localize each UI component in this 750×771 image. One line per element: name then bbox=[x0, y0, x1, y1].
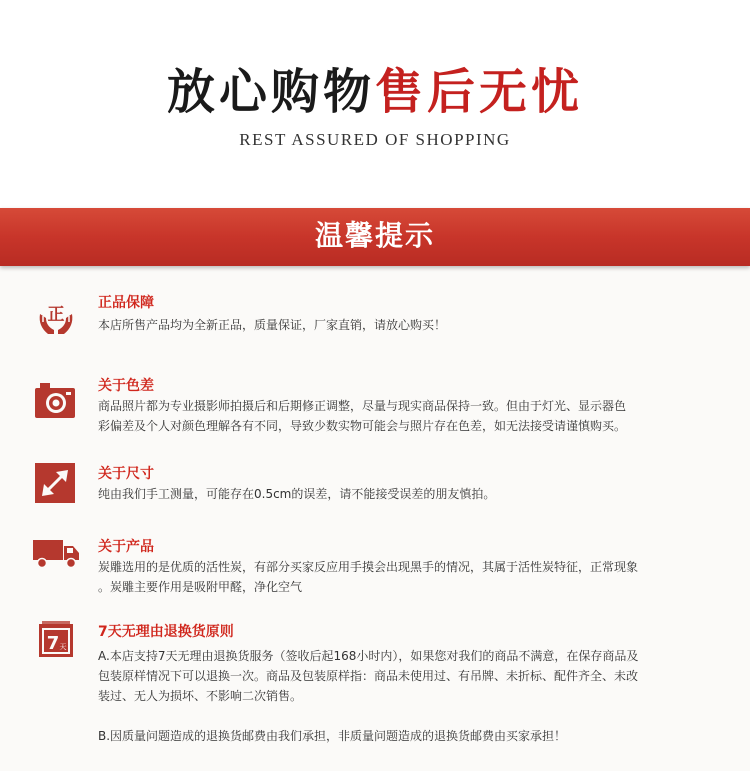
title-dark-part: 放心购物 bbox=[166, 64, 375, 120]
tip-title: 正品保障 bbox=[98, 295, 154, 311]
tip-text bbox=[98, 646, 708, 746]
tips-banner bbox=[0, 208, 750, 266]
delivery-truck-icon bbox=[32, 537, 80, 569]
header-area bbox=[0, 0, 750, 208]
tip-line: 包装原样情况下可以退换一次。商品及包装原样指：商品未使用过、有吊牌、未折标、配件齐全、未改 bbox=[98, 669, 639, 683]
tip-text bbox=[98, 484, 708, 504]
tip-line: 装过、无人为损坏、不影响二次销售。 bbox=[98, 689, 303, 703]
camera-icon bbox=[34, 380, 76, 420]
tip-line: 商品照片都为专业摄影师拍摄后和后期修正调整，尽量与现实商品保持一致。但由于灯光、显示器色 bbox=[98, 399, 627, 413]
tip-line-blank bbox=[98, 706, 708, 726]
page-subtitle: REST ASSURED OF SHOPPING bbox=[239, 130, 511, 149]
tip-title: 关于尺寸 bbox=[98, 466, 154, 482]
calendar-icon-unit: 天 bbox=[59, 643, 67, 651]
tip-line: 纯由我们手工测量，可能存在0.5cm的误差，请不能接受误差的朋友慎拍。 bbox=[98, 487, 496, 501]
tip-text bbox=[98, 315, 708, 335]
tip-line: 炭雕选用的是优质的活性炭，有部分买家反应用手摸会出现黑手的情况，其属于活性炭特征，正常现象 bbox=[98, 560, 639, 574]
page-title bbox=[0, 56, 750, 128]
calendar-icon-number: 7 bbox=[46, 633, 60, 654]
tip-text bbox=[98, 396, 708, 436]
genuine-icon-label: 正 bbox=[47, 305, 65, 325]
tip-line: 彩偏差及个人对颜色理解各有不同，导致少数实物可能会与照片存在色差，如无法接受请谨慎购买。 bbox=[98, 419, 627, 433]
genuine-hands-icon bbox=[34, 296, 78, 340]
tip-line: 。炭雕主要作用是吸附甲醛，净化空气 bbox=[98, 580, 303, 594]
tip-title: 7天无理由退换货原则 bbox=[98, 624, 234, 640]
tip-text bbox=[98, 557, 708, 597]
tip-title: 关于产品 bbox=[98, 539, 154, 555]
tip-line: A.本店支持7天无理由退换货服务（签收后起168小时内），如果您对我们的商品不满意，在保存商品及 bbox=[98, 649, 639, 663]
seven-day-calendar-icon bbox=[38, 620, 74, 658]
title-red-part: 售后无忧 bbox=[375, 64, 584, 120]
tip-line: B.因质量问题造成的退换货邮费由我们承担，非质量问题造成的退换货邮费由买家承担！ bbox=[98, 729, 567, 743]
resize-arrow-icon bbox=[34, 462, 76, 504]
banner-title: 温馨提示 bbox=[314, 219, 435, 252]
tip-title: 关于色差 bbox=[98, 378, 154, 394]
tip-line: 本店所售产品均为全新正品，质量保证，厂家直销，请放心购买！ bbox=[98, 318, 447, 332]
